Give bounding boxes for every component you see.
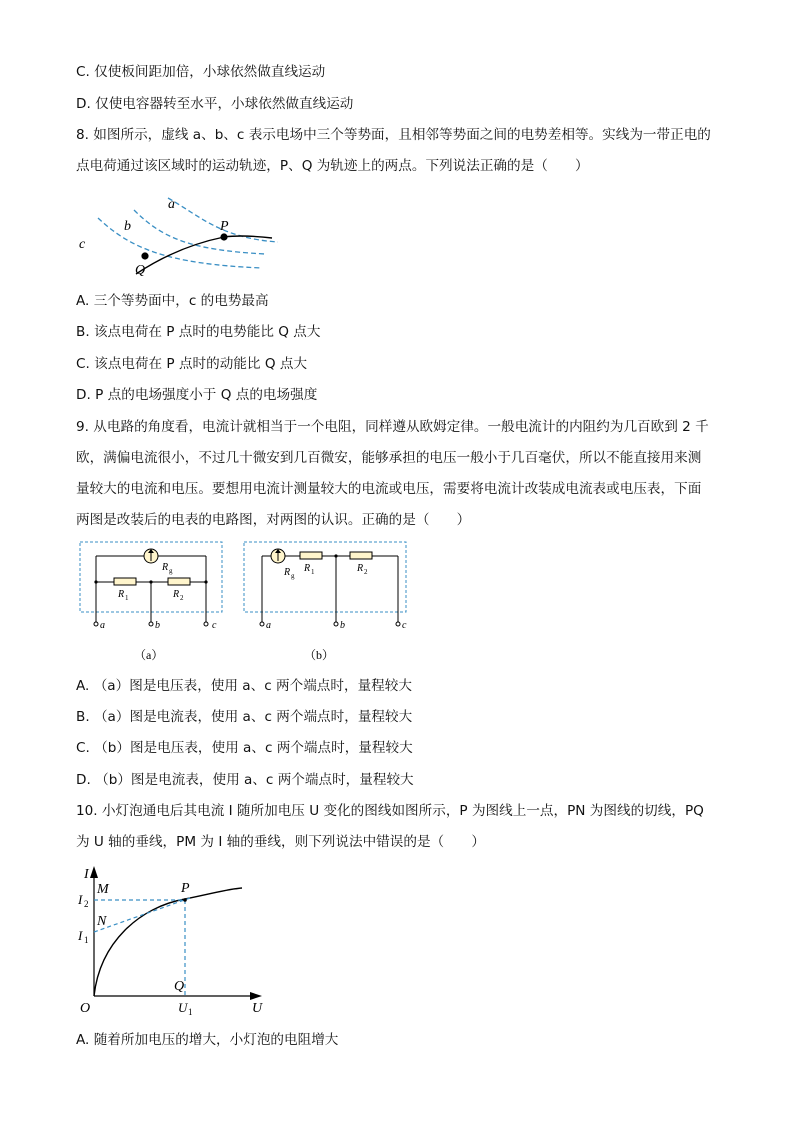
label-b: b (155, 620, 160, 631)
label-c: c (402, 620, 407, 631)
terminal-b (149, 622, 153, 626)
resistor-r2 (168, 578, 190, 585)
label-r2: R (173, 589, 180, 600)
q8-figure (70, 188, 290, 283)
label-a: a (100, 620, 105, 631)
caption-a: （a） (134, 648, 164, 662)
terminal-c (396, 622, 400, 626)
label-r2-sub: 2 (180, 594, 184, 602)
q7-option-d: D. 仅使电容器转至水平，小球依然做直线运动 (76, 96, 354, 112)
resistor-r2 (350, 552, 372, 559)
label-r1-sub: 1 (311, 568, 315, 576)
q10-stem-line2: 为 U 轴的垂线，PM 为 I 轴的垂线，则下列说法中错误的是（ ） (76, 834, 485, 850)
label-i2-sub: 2 (84, 899, 89, 909)
label-q: Q (135, 263, 146, 278)
q7-option-c: C. 仅使板间距加倍，小球依然做直线运动 (76, 64, 326, 80)
caption-b: （b） (304, 648, 335, 662)
label-i1-sub: 1 (84, 935, 89, 945)
equipotential-c (98, 218, 262, 268)
q8-option-d: D. P 点的电场强度小于 Q 点的电场强度 (76, 387, 318, 403)
label-p: P (220, 219, 229, 234)
axis-label-i: I (84, 867, 89, 882)
label-b: b (340, 620, 345, 631)
label-c: c (79, 237, 86, 252)
resistor-r1 (114, 578, 136, 585)
label-q: Q (174, 979, 185, 994)
terminal-a (260, 622, 264, 626)
point-q (141, 252, 148, 259)
q8-option-a: A. 三个等势面中，c 的电势最高 (76, 293, 269, 309)
label-r1: R (304, 563, 311, 574)
q9-stem-line4: 两图是改装后的电表的电路图，对两图的认识。正确的是（ ） (76, 512, 471, 528)
q9-option-b: B. （a）图是电流表，使用 a、c 两个端点时，量程较大 (76, 709, 413, 725)
tangent-pn (94, 898, 190, 932)
label-r2: R (357, 563, 364, 574)
equipotential-b (134, 210, 265, 254)
q9-figure-b (240, 538, 415, 664)
label-c: c (212, 620, 217, 631)
label-u1: U (178, 1000, 188, 1015)
q10-stem-line1: 10. 小灯泡通电后其电流 I 随所加电压 U 变化的图线如图所示，P 为图线上一点，PN 为图线的切线，PQ (76, 803, 704, 819)
q9-option-c: C. （b）图是电压表，使用 a、c 两个端点时，量程较大 (76, 740, 413, 756)
q9-figure-a (76, 538, 226, 664)
label-i2: I (78, 892, 83, 907)
resistor-r1 (300, 552, 322, 559)
label-a: a (168, 197, 175, 212)
label-o: O (80, 1001, 91, 1016)
label-rg-sub: g (169, 567, 173, 575)
q8-option-b: B. 该点电荷在 P 点时的电势能比 Q 点大 (76, 324, 321, 340)
axis-label-u: U (252, 1001, 263, 1016)
label-u1-sub: 1 (188, 1007, 193, 1017)
q10-option-a: A. 随着所加电压的增大，小灯泡的电阻增大 (76, 1032, 339, 1048)
q8-stem-line1: 8. 如图所示，虚线 a、b、c 表示电场中三个等势面，且相邻等势面之间的电势差相等。实线为一带正电的 (76, 127, 711, 143)
q8-stem-line2: 点电荷通过该区域时的运动轨迹，P、Q 为轨迹上的两点。下列说法正确的是（ ） (76, 158, 589, 174)
label-a: a (266, 620, 271, 631)
terminal-a (94, 622, 98, 626)
terminal-b (334, 622, 338, 626)
q9-stem-line2: 欧，满偏电流很小，不过几十微安到几百微安，能够承担的电压一般小于几百毫伏，所以不能直接用来测 (76, 450, 702, 466)
label-rg-sub: g (291, 572, 295, 580)
label-m: M (97, 882, 109, 897)
label-r1-sub: 1 (125, 594, 129, 602)
q9-stem-line1: 9. 从电路的角度看，电流计就相当于一个电阻，同样遵从欧姆定律。一般电流计的内阻约为几百欧到 2 千 (76, 419, 709, 435)
label-rg: R (284, 567, 291, 578)
q9-stem-line3: 量较大的电流和电压。要想用电流计测量较大的电流或电压，需要将电流计改装成电流表或电压表，下面 (76, 481, 702, 497)
label-rg: R (162, 562, 169, 573)
label-n: N (97, 914, 107, 929)
trajectory (136, 236, 272, 274)
q9-option-a: A. （a）图是电压表，使用 a、c 两个端点时，量程较大 (76, 678, 412, 694)
q9-option-d: D. （b）图是电流表，使用 a、c 两个端点时，量程较大 (76, 772, 414, 788)
terminal-c (204, 622, 208, 626)
label-r1: R (118, 589, 125, 600)
iv-curve (94, 888, 242, 996)
q8-option-c: C. 该点电荷在 P 点时的动能比 Q 点大 (76, 356, 308, 372)
point-p (220, 233, 227, 240)
label-i1: I (78, 928, 83, 943)
label-b: b (124, 219, 131, 234)
label-r2-sub: 2 (364, 568, 368, 576)
q10-figure (70, 862, 270, 1020)
label-p: P (181, 881, 190, 896)
